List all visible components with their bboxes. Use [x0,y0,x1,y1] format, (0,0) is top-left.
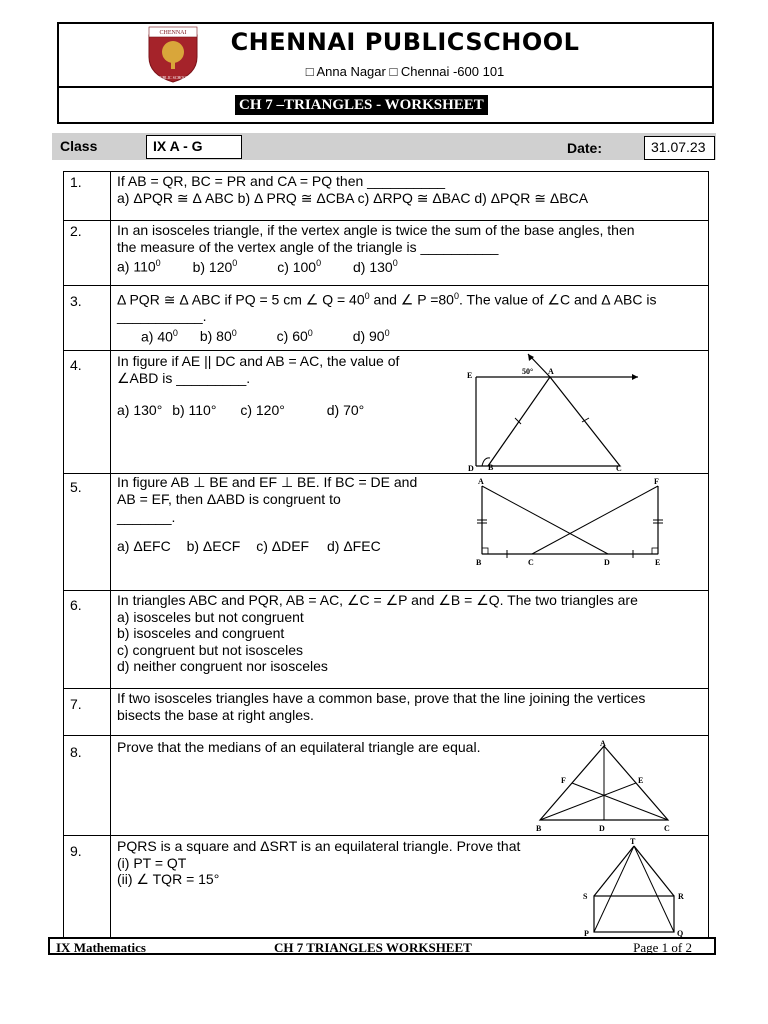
fig-label: A [548,367,554,376]
footer-subject: IX Mathematics [56,940,146,955]
class-value: IX A - G [146,135,242,159]
question-5: In figure AB ⊥ BE and EF ⊥ BE. If BC = DE and AB = EF, then ΔABD is congruent to _______. a) ΔEFC b) ΔECF c) ΔDEF d) ΔFEC [117,474,418,554]
date-value: 31.07.23 [644,136,715,160]
fig-label: S [583,892,588,901]
question-4: In figure if AE || DC and AB = AC, the value of ∠ABD is _________. a) 130° b) 110° c) 120° d) 70° [117,353,400,418]
fig-label: B [488,463,494,472]
school-name: CHENNAI PUBLICSCHOOL [230,28,580,56]
fig-label: D [468,464,474,472]
fig-label: P [584,929,589,938]
fig-label: E [467,371,473,380]
fig-label: F [561,776,566,785]
fig-label: C [528,558,534,567]
fig-label: T [630,837,636,846]
question-number: 9. [70,843,82,859]
row-divider [63,350,709,351]
fig-label: C [616,464,622,472]
fig-label: E [638,776,644,785]
question-number: 8. [70,744,82,760]
fig-label: B [536,824,542,833]
row-divider [63,735,709,736]
header-divider [57,86,714,88]
question-1: If AB = QR, BC = PR and CA = PQ then __________ a) ΔPQR ≅ Δ ABC b) Δ PRQ ≅ ΔCBA c) ΔRPQ ≅ ΔBAC d) ΔPQR ≅ ΔBCA [117,173,589,206]
fig-label: E [655,558,661,567]
footer-title: CH 7 TRIANGLES WORKSHEET [274,940,472,955]
fig-label: R [678,892,684,901]
class-label: Class [60,138,98,154]
date-label: Date: [567,140,603,156]
row-divider [63,220,709,221]
table-column-divider [110,171,111,939]
fig-label: Q [677,929,684,938]
row-divider [63,285,709,286]
logo-text-top: CHENNAI [159,30,187,36]
question-number: 6. [70,597,82,613]
fig-label: D [599,824,605,833]
fig-label: F [654,477,659,486]
fig-label: C [664,824,670,833]
question-9: PQRS is a square and ΔSRT is an equilateral triangle. Prove that (i) PT = QT (ii) ∠ TQR = 15° [117,838,521,887]
fig-label: B [476,558,482,567]
question-number: 5. [70,479,82,495]
question-6: In triangles ABC and PQR, AB = AC, ∠C = ∠P and ∠B = ∠Q. The two triangles are a) isosceles but not congruent b) isosceles and congruent c) congruent but not isosceles d) neither congruent nor isosceles [117,592,638,674]
question-number: 4. [70,357,82,373]
school-address: □ Anna Nagar □ Chennai -600 101 [305,64,505,79]
fig-label: 50° [522,367,534,376]
figure-q9 [578,836,690,938]
figure-q5 [470,476,670,570]
row-divider [63,688,709,689]
question-2: In an isosceles triangle, if the vertex angle is twice the sum of the base angles, then the measure of the vertex angle of the triangle is __________ a) $110^0$ b) $120^0$ c) $100^0$ d) $130^0$ [117,222,635,275]
question-number: 3. [70,293,82,309]
fig-label: D [604,558,610,567]
question-3: Δ PQR ≅ Δ ABC if PQ = 5 cm ∠ $Q = 40^0$ and ∠ $P =80^0$. The value of ∠C and Δ ABC is ___________. a) $40^0$ b) $80^0$ c) $60^0$ d) $90^0$ [117,291,657,345]
question-number: 2. [70,223,82,239]
figure-q8 [532,738,680,834]
question-number: 1. [70,174,82,190]
page-footer [48,937,716,955]
fig-label: A [478,477,484,486]
question-number: 7. [70,696,82,712]
logo-text-bottom: PUBLIC SCHOOL [157,75,189,80]
row-divider [63,590,709,591]
footer-page-number: Page 1 of 2 [633,940,692,955]
fig-label: A [600,739,606,748]
question-8: Prove that the medians of an equilateral triangle are equal. [117,739,481,755]
figure-q4 [462,352,644,472]
question-7: If two isosceles triangles have a common base, prove that the line joining the vertices bisects the base at right angles. [117,690,646,723]
worksheet-title: CH 7 –TRIANGLES - WORKSHEET [235,95,488,115]
